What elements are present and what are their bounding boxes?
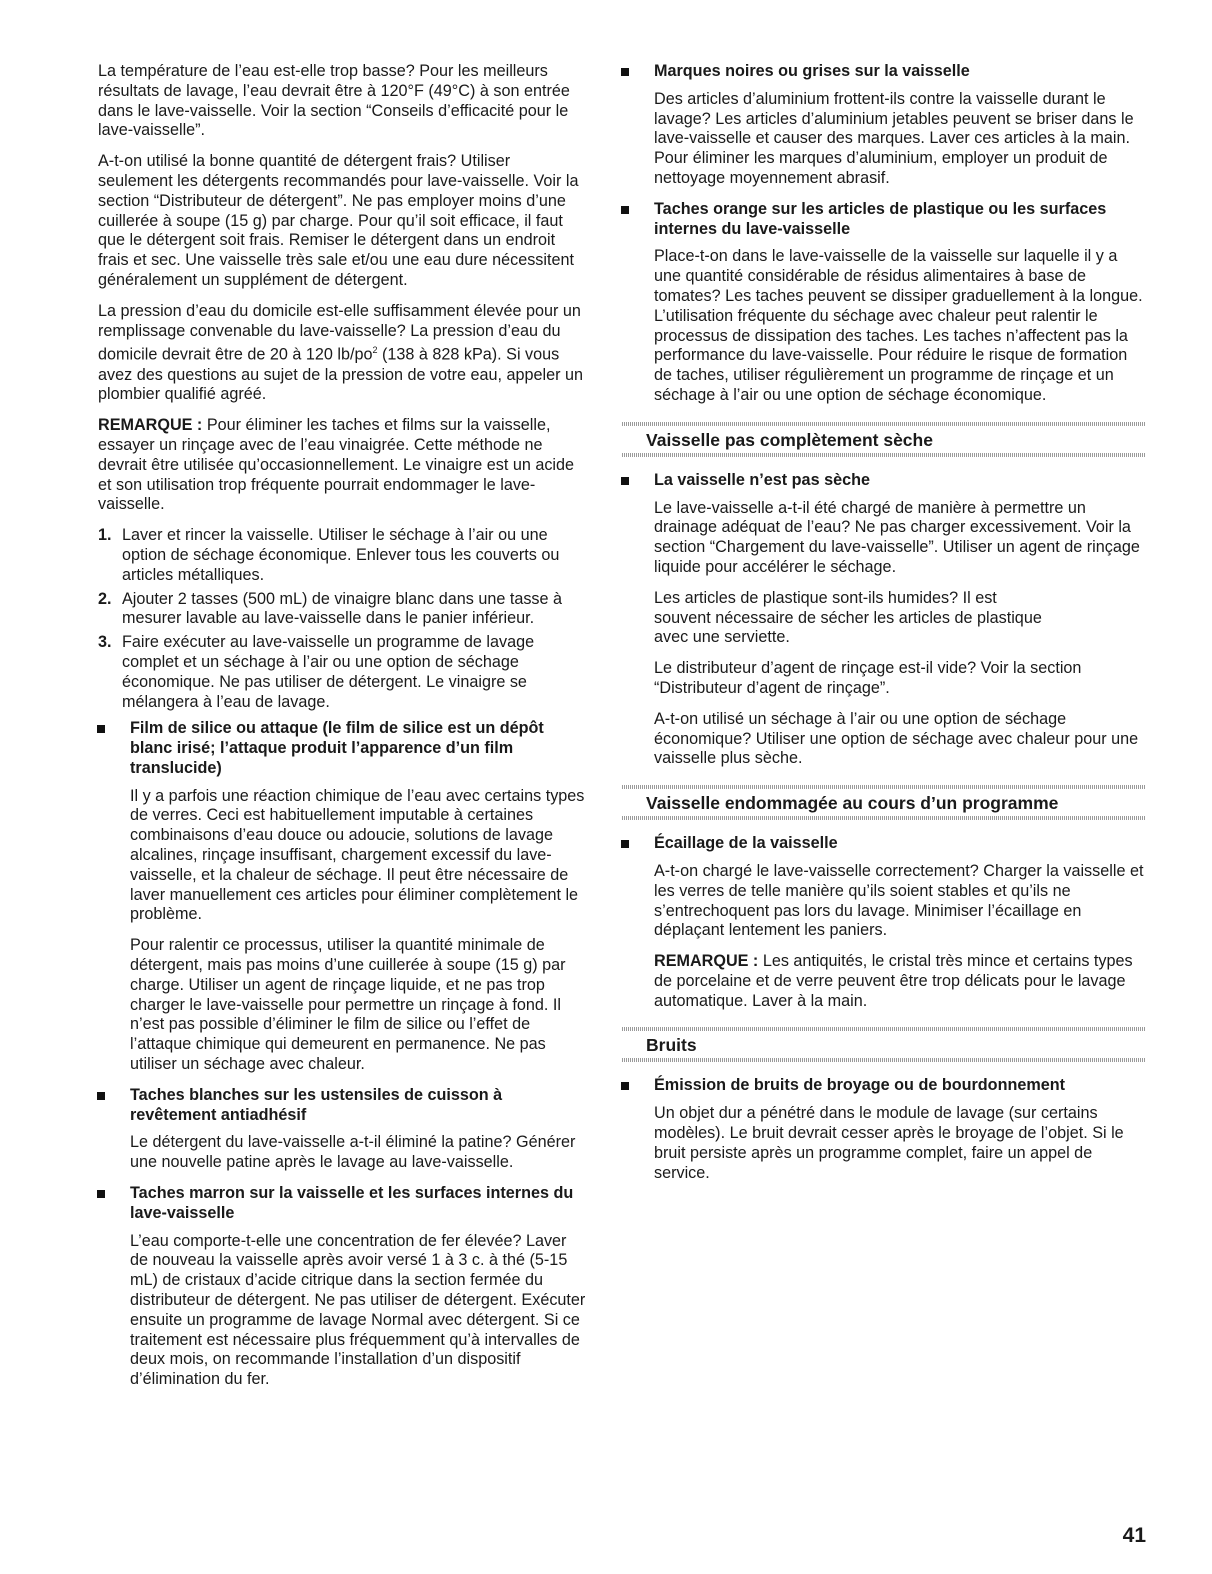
heading-text: Taches blanches sur les ustensiles de cuisson à revêtement antiadhésif [130,1085,503,1124]
paragraph-water-temperature: La température de l’eau est-elle trop basse? Pour les meilleurs résultats de lavage, l’eau devrait être à 120°F (49°C) à son entrée dans le lave-vaisselle. Voir la section “Conseils d’efficacité pour le lave-vaisselle”. [98,62,570,140]
note-label: REMARQUE : [98,416,203,435]
heading-white-spots [98,1086,588,1126]
bullet-square-icon [621,206,629,214]
heading-text: Marques noires ou grises sur la vaisselle [654,62,970,80]
paragraph-grinding-noise: Un objet dur a pénétré dans le module de lavage (sur certains modèles). Le bruit devrait cesser après le broyage de l’objet. Si le bruit persiste après un programme complet, faire un appel de service. [654,1104,1124,1182]
step-text: Laver et rincer la vaisselle. Utiliser le séchage à l’air ou une option de séchage économique. Enlever tous les couverts ou articles métalliques. [122,526,560,584]
paragraph-water-pressure [98,302,588,405]
bullet-square-icon [621,68,629,76]
section-title: Vaisselle pas complètement sèche [646,429,933,450]
heading-chipping [622,834,1146,854]
water-pressure-text-a: La pression d’eau du domicile est-elle suffisamment élevée pour un remplissage convenable du lave-vaisselle? La pression d’eau du domicile devrait être de 20 à 120 lb/po [98,301,581,364]
line-text: avec une serviette. [654,628,790,647]
section-title: Bruits [646,1035,697,1056]
heading-orange-stains [622,200,1146,240]
note-text: Les antiquités, le cristal très mince et certains types de porcelaine et de verre peuvent être trop délicats pour le lavage automatique. Laver à la main. [654,952,1133,1010]
step-text: Faire exécuter au lave-vaisselle un programme de lavage complet et un séchage à l’air ou une option de séchage économique. Ne pas utiliser de détergent. Le vinaigre se mélangera à l’eau de lavage. [122,633,535,711]
paragraph-orange-stains: Place-t-on dans le lave-vaisselle de la vaisselle sur laquelle il y a une quantité considérable de résidus alimentaires à base de tomates? Les taches peuvent se dissiper graduellement à la longue. L’utilisation fréquente du séchage avec chaleur peut ralentir le processus de dissipation des taches. Les taches n’affectent pas la performance du lave-vaisselle. Pour réduire le risque de formation de taches, utiliser régulièrement un programme de rinçage et un séchage à l’air ou une option de séchage économique. [654,247,1143,404]
paragraph-brown-stains: L’eau comporte-t-elle une concentration de fer élevée? Laver de nouveau la vaisselle après avoir versé 1 à 3 c. à thé (5-15 mL) de cristaux d’acide citrique dans la section fermée du distributeur de détergent. Ne pas utiliser de détergent. Exécuter ensuite un programme de lavage Normal avec détergent. Si ce traitement est nécessaire plus fréquemment qu’à intervalles de deux mois, on recommande l’installation d’un dispositif d’élimination du fer. [130,1231,586,1389]
bullet-square-icon [97,1092,105,1100]
left-column [98,62,588,1401]
bullet-square-icon [621,477,629,485]
heading-silica-film [98,719,588,778]
bullet-square-icon [97,1190,105,1198]
step-number: 1. [98,526,112,545]
paragraph-not-dry-1: Le lave-vaisselle a-t-il été chargé de manière à permettre un drainage adéquat de l’eau? Ne pas charger excessivement. Voir la section “Chargement du lave-vaisselle”. Utiliser un agent de rinçage liquide pour accélérer le séchage. [654,498,1140,576]
heading-text: Taches orange sur les articles de plastique ou les surfaces internes du lave-vaisselle [654,199,1107,238]
bullet-square-icon [621,840,629,848]
step-text: Ajouter 2 tasses (500 mL) de vinaigre blanc dans une tasse à mesurer lavable au lave-vaisselle dans le panier inférieur. [122,589,563,628]
page-number: 41 [1122,1524,1146,1547]
paragraph-silica-film-1: Il y a parfois une réaction chimique de l’eau avec certains types de verres. Ceci est habituellement imputable à certaines combinaisons d’eau douce ou adoucie, solutions de lavage alcalines, rinçage insuffisant, chargement excessif du lave-vaisselle, et la chaleur de séchage. Il peut être nécessaire de laver manuellement ces articles pour éliminer complètement le problème. [130,786,585,924]
superscript-two: 2 [372,345,378,356]
bullet-square-icon [621,1082,629,1090]
heading-text: Taches marron sur la vaisselle et les surfaces internes du lave-vaisselle [130,1184,574,1222]
paragraph-silica-film-2: Pour ralentir ce processus, utiliser la quantité minimale de détergent, mais pas moins d’une cuillerée à soupe (15 g) par charge. Utiliser un agent de rinçage liquide, et ne pas trop charger le lave-vaisselle pour permettre un rinçage à fond. Il n’est pas possible d’éliminer le film de silice ou l’effet de l’attaque chimique qui demeurent en permanence. Ne pas utiliser un séchage avec chaleur. [130,936,566,1074]
water-pressure-text-b: (138 à 828 kPa). Si vous avez des questions au sujet de la pression de votre eau, appeler un plombier qualifié agréé. [98,345,584,404]
step-number: 2. [98,589,112,608]
step-1 [98,526,588,585]
paragraph-not-dry-3: Le distributeur d’agent de rinçage est-il vide? Voir la section “Distributeur d’agent de rinçage”. [654,659,1082,697]
heading-text: Écaillage de la vaisselle [654,834,838,853]
section-header-noises [622,1027,1146,1062]
bullet-square-icon [97,725,105,733]
paragraph-black-marks: Des articles d’aluminium frottent-ils contre la vaisselle durant le lavage? Les articles d’aluminium jetables peuvent se briser dans le lave-vaisselle et causer des marques. Laver ces articles à la main. Pour éliminer les marques d’aluminium, employer un produit de nettoyage moyennement abrasif. [654,89,1134,187]
line-text: souvent nécessaire de sécher les articles de plastique [654,608,1042,627]
paragraph-white-spots: Le détergent du lave-vaisselle a-t-il éliminé la patine? Générer une nouvelle patine après le lavage au lave-vaisselle. [130,1133,576,1172]
line-text: Les articles de plastique sont-ils humides? Il est [654,588,997,607]
paragraph-not-dry-4: A-t-on utilisé un séchage à l’air ou une option de séchage économique? Utiliser une option de séchage avec chaleur pour une vaisselle plus sèche. [654,709,1139,768]
right-column [622,62,1146,1194]
section-header-damaged [622,785,1146,820]
heading-grinding-noise [622,1076,1146,1096]
step-2 [98,590,588,630]
divider [622,1058,1146,1062]
divider [622,816,1146,820]
paragraph-not-dry-2 [622,589,1146,648]
heading-brown-stains [98,1184,588,1224]
section-header-not-dry [622,422,1146,457]
heading-dishes-not-dry [622,471,1146,491]
note-label: REMARQUE : [654,952,759,971]
note-delicate-items [622,952,1146,1011]
note-vinegar-rinse [98,416,588,515]
step-number: 3. [98,633,112,652]
section-title: Vaisselle endommagée au cours d’un programme [646,793,1059,814]
heading-black-marks [622,62,1146,82]
divider [622,453,1146,457]
note-text: Pour éliminer les taches et films sur la vaisselle, essayer un rinçage avec de l’eau vinaigrée. Cette méthode ne devrait être utilisée qu’occasionnellement. Le vinaigre est un acide et son utilisation trop fréquente pourrait endommager le lave-vaisselle. [98,416,575,514]
heading-text: Émission de bruits de broyage ou de bourdonnement [654,1076,1066,1095]
heading-text: Film de silice ou attaque (le film de silice est un dépôt blanc irisé; l’attaque produit l’apparence d’un film translucide) [130,719,544,777]
paragraph-detergent-quantity: A-t-on utilisé la bonne quantité de détergent frais? Utiliser seulement les détergents recommandés pour lave-vaisselle. Voir la section “Distributeur de détergent”. Ne pas employer moins d’une cuillerée à soupe (15 g) par charge. Pour qu’il soit efficace, il faut que le détergent soit frais. Remiser le détergent dans un endroit frais et sec. Une vaisselle très sale et/ou une eau dure nécessitent généralement un supplément de détergent. [98,152,579,289]
heading-text: La vaisselle n’est pas sèche [654,470,870,489]
paragraph-chipping: A-t-on chargé le lave-vaisselle correctement? Charger la vaisselle et les verres de telle manière qu’ils soient stables et qu’ils ne s’entrechoquent pas lors du lavage. Minimiser l’écaillage en déplaçant lentement les paniers. [654,861,1144,940]
step-3 [98,633,588,712]
